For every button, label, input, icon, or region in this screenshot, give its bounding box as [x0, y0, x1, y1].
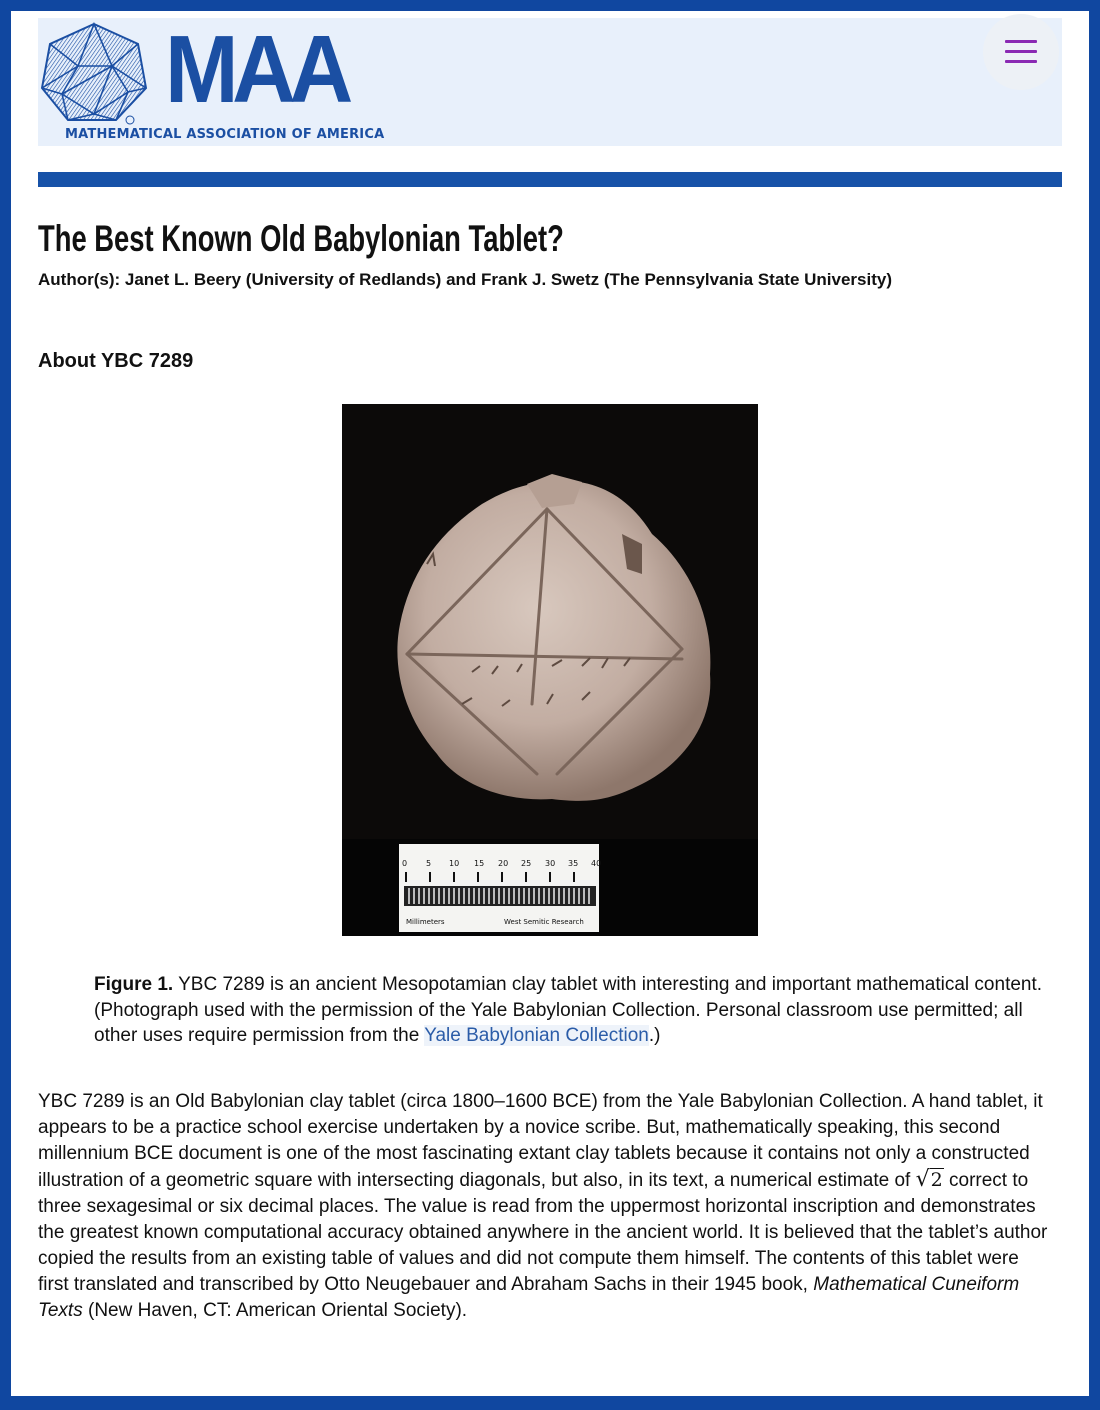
ruler-label-credit: West Semitic Research	[504, 918, 584, 926]
ruler-tick-10: 10	[449, 859, 460, 868]
sqrt-argument: 2	[930, 1169, 943, 1191]
hamburger-menu-icon-bar	[1005, 60, 1037, 63]
ruler-tick-25: 25	[521, 859, 532, 868]
section-heading: About YBC 7289	[38, 350, 194, 372]
menu-button[interactable]	[983, 14, 1059, 90]
page-frame	[11, 11, 1089, 1396]
caption-text: YBC 7289 is an ancient Mesopotamian clay tablet with interesting and important mathematical content. (Photograph used with the permission of the Yale Babylonian Collection. Personal classroom use permitted; all other uses require permission from the	[94, 974, 1043, 1046]
ruler-tick-5: 5	[426, 859, 432, 868]
header-divider	[38, 172, 1062, 187]
sqrt-2-expression	[916, 1169, 944, 1191]
ruler-tick-15: 15	[474, 859, 485, 868]
paragraph-text-3: (New Haven, CT: American Oriental Society).	[82, 1300, 468, 1321]
ruler-tick-35: 35	[568, 859, 579, 868]
ruler-tick-20: 20	[498, 859, 509, 868]
maa-logo[interactable]	[38, 16, 385, 142]
page-title: The Best Known Old Babylonian Tablet?	[38, 218, 564, 259]
icosahedron-logo-icon	[38, 22, 150, 126]
paragraph-text-2: correct to three sexagesimal or six decimal places. The value is read from the uppermost horizontal inscription and demonstrates the greatest known computational accuracy obtained anywhere in the ancient world. It is believed that the tablet’s author copied the results from an existing table of values and did not compute them himself. The contents of this tablet were first translated and transcribed by Otto Neugebauer and Abraham Sachs in their 1945 book,	[38, 1170, 1048, 1295]
logo-wordmark: MAA	[165, 16, 347, 123]
ruler-tick-40: 40	[591, 859, 602, 868]
figure-caption	[94, 972, 1054, 1049]
ruler-tick-30: 30	[545, 859, 556, 868]
site-header	[38, 18, 1062, 146]
logo-tagline: MATHEMATICAL ASSOCIATION OF AMERICA	[65, 127, 385, 142]
article-authors: Author(s): Janet L. Beery (University of Redlands) and Frank J. Swetz (The Pennsylvania State University)	[38, 270, 892, 289]
hamburger-menu-icon	[1005, 40, 1037, 43]
yale-collection-link[interactable]: Yale Babylonian Collection	[424, 1025, 649, 1046]
ruler-label-millimeters: Millimeters	[406, 918, 445, 926]
ruler-tick-0: 0	[402, 859, 408, 868]
caption-end: .)	[648, 1025, 661, 1046]
body-paragraph	[38, 1089, 1053, 1324]
clay-tablet-photo	[342, 404, 758, 936]
paragraph-text-1: YBC 7289 is an Old Babylonian clay tablet (circa 1800–1600 BCE) from the Yale Babylonian Collection. A hand tablet, it appears to be a practice school exercise undertaken by a novice scribe. But, mathematically speaking, this second millennium BCE document is one of the most fascinating extant clay tablets because it contains not only a constructed illustration of a geometric square with intersecting diagonals, but also, in its text, a numerical estimate of	[38, 1091, 1043, 1191]
sqrt-symbol: √	[915, 1167, 930, 1192]
figure-label: Figure 1.	[94, 974, 174, 995]
hamburger-menu-icon-bar	[1005, 50, 1037, 53]
book-title: Mathematical Cuneiform Texts	[38, 1274, 1020, 1321]
tablet-illustration	[342, 404, 758, 936]
